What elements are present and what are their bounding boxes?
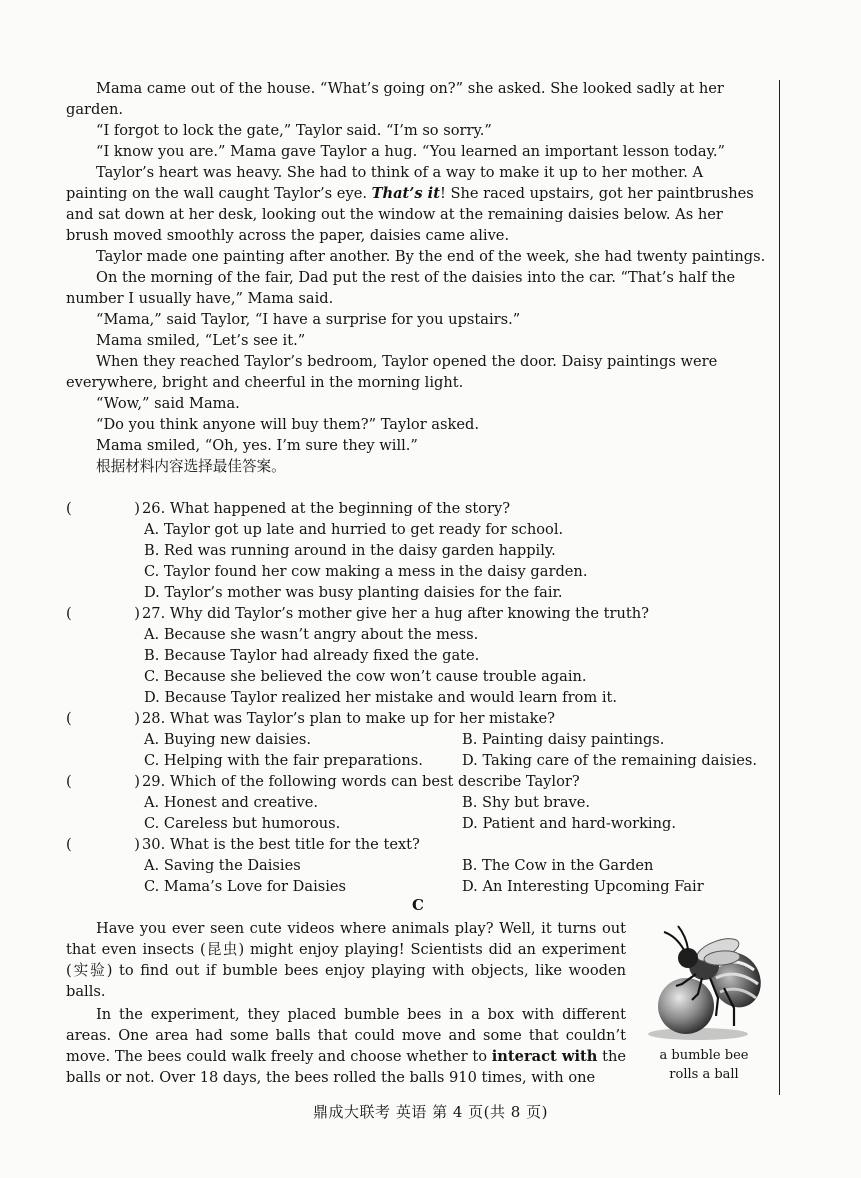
story-text	[66, 78, 766, 477]
caption-line: a bumble bee	[659, 1048, 749, 1063]
question-stem: Why did Taylor’s mother give her a hug after knowing the truth?	[169, 605, 649, 622]
option: D. An Interesting Upcoming Fair	[462, 878, 704, 895]
paragraph: Mama smiled, “Oh, yes. I’m sure they will.”	[96, 437, 418, 454]
option: A. Saving the Daisies	[144, 857, 301, 874]
option: C. Helping with the fair preparations.	[144, 752, 423, 769]
figure-caption	[638, 1046, 770, 1084]
question-number: 27	[142, 605, 161, 622]
option: B. Shy but brave.	[462, 794, 591, 811]
option: C. Mama’s Love for Daisies	[144, 878, 347, 895]
option: B. Red was running around in the daisy garden happily.	[144, 542, 556, 559]
option: A. Because she wasn’t angry about the mess.	[144, 626, 479, 643]
option: C. Careless but humorous.	[144, 815, 341, 832]
option: D. Because Taylor realized her mistake and would learn from it.	[144, 689, 617, 706]
paragraph-text: In the experiment, they placed bumble bees in a box with different areas. One area had some balls that could move and some that couldn’t move. The bees could walk freely and choose whether to	[66, 1006, 626, 1065]
paragraph: “Mama,” said Taylor, “I have a surprise for you upstairs.”	[96, 311, 521, 328]
option: A. Honest and creative.	[144, 794, 318, 811]
answer-blank[interactable]: ( )	[66, 710, 140, 727]
paragraph	[66, 1004, 626, 1088]
paragraph-text: the balls or not. Over 18 days, the bees rolled the balls 910 times, with one	[66, 1048, 626, 1086]
question-28: ( ) 28 . What was Taylor’s plan to make up for her mistake?	[66, 710, 555, 727]
option-row	[144, 876, 778, 897]
option: B. Because Taylor had already fixed the gate.	[144, 647, 480, 664]
paragraph	[66, 162, 766, 246]
question-number: 29	[142, 773, 161, 790]
paragraph: “I forgot to lock the gate,” Taylor said. “I’m so sorry.”	[96, 122, 492, 139]
paragraph: Have you ever seen cute videos where animals play? Well, it turns out that even insects (昆虫) might enjoy playing! Scientists did an experiment (实验) to find out if bumble bees enjoy playing with objects, like wooden balls.	[66, 920, 626, 1000]
answer-blank[interactable]: ( )	[66, 773, 140, 790]
paragraph-text: ! She raced upstairs, got her paintbrushes and sat down at her desk, looking out the window at the remaining daisies below. As her brush moved smoothly across the paper, daisies came alive.	[66, 185, 754, 244]
passage-c	[66, 918, 626, 1088]
question-27: ( ) 27 . Why did Taylor’s mother give her a hug after knowing the truth?	[66, 605, 649, 622]
option: C. Taylor found her cow making a mess in the daisy garden.	[144, 563, 588, 580]
paragraph: On the morning of the fair, Dad put the rest of the daisies into the car. “That’s half the number I usually have,” Mama said.	[66, 269, 736, 307]
question-list	[66, 498, 778, 897]
section-heading: C	[412, 896, 424, 914]
question-stem: What was Taylor’s plan to make up for her mistake?	[169, 710, 555, 727]
question-number: 30	[142, 836, 161, 853]
question-29: ( ) 29 . Which of the following words can best describe Taylor?	[66, 773, 580, 790]
question-stem: Which of the following words can best describe Taylor?	[169, 773, 580, 790]
option: A. Taylor got up late and hurried to get ready for school.	[144, 521, 564, 538]
paragraph: “Do you think anyone will buy them?” Taylor asked.	[96, 416, 479, 433]
option: D. Taylor’s mother was busy planting daisies for the fair.	[144, 584, 563, 601]
question-stem: What is the best title for the text?	[169, 836, 420, 853]
option: A. Buying new daisies.	[144, 731, 312, 748]
option: B. The Cow in the Garden	[462, 857, 654, 874]
paragraph: Mama came out of the house. “What’s going on?” she asked. She looked sadly at her garden.	[66, 80, 724, 118]
question-number: 28	[142, 710, 161, 727]
question-26: ( ) 26 . What happened at the beginning of the story?	[66, 500, 511, 517]
paragraph: Mama smiled, “Let’s see it.”	[96, 332, 306, 349]
column-divider	[779, 80, 780, 1095]
option: B. Painting daisy paintings.	[462, 731, 665, 748]
caption-line: rolls a ball	[669, 1067, 739, 1082]
option-row	[144, 855, 778, 876]
paragraph: “I know you are.” Mama gave Taylor a hug. “You learned an important lesson today.”	[96, 143, 725, 160]
option-row	[144, 792, 778, 813]
paragraph: Taylor made one painting after another. By the end of the week, she had twenty paintings.	[96, 248, 766, 265]
instruction: 根据材料内容选择最佳答案。	[96, 458, 286, 475]
option-row	[144, 729, 778, 750]
paragraph: “Wow,” said Mama.	[96, 395, 240, 412]
paragraph-text: Taylor’s heart was heavy. She had to think of a way to make it up to her mother. A painting on the wall caught Taylor’s eye.	[66, 164, 704, 202]
question-30: ( ) 30 . What is the best title for the text?	[66, 836, 420, 853]
page-footer: 鼎成大联考 英语 第 4 页(共 8 页)	[313, 1103, 548, 1121]
answer-blank[interactable]: ( )	[66, 500, 140, 517]
option: D. Taking care of the remaining daisies.	[462, 752, 758, 769]
bold-term: interact with	[491, 1048, 598, 1065]
emphasis-text: That’s it	[371, 185, 440, 202]
answer-blank[interactable]: ( )	[66, 605, 140, 622]
option: C. Because she believed the cow won’t cause trouble again.	[144, 668, 587, 685]
option-row	[144, 813, 778, 834]
option-row	[144, 750, 778, 771]
paragraph: When they reached Taylor’s bedroom, Taylor opened the door. Daisy paintings were everywhere, bright and cheerful in the morning light.	[66, 353, 718, 391]
question-stem: What happened at the beginning of the story?	[169, 500, 511, 517]
question-number: 26	[142, 500, 161, 517]
answer-blank[interactable]: ( )	[66, 836, 140, 853]
option: D. Patient and hard-working.	[462, 815, 676, 832]
